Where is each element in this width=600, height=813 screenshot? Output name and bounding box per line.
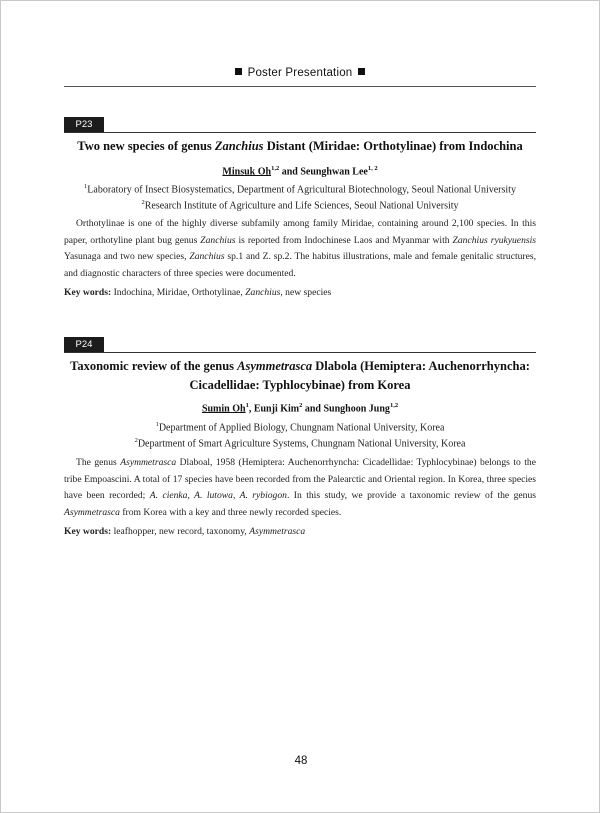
- keywords-label: Key words:: [64, 287, 112, 298]
- running-header: [64, 67, 536, 79]
- author-separator: ,: [248, 403, 254, 415]
- author-name: Sunghoon Jung: [323, 403, 390, 415]
- author-affiliation-mark: 1,2: [271, 165, 280, 172]
- poster-title: Two new species of genus Zanchius Distant (Miridae: Orthotylinae) from Indochina: [77, 139, 523, 153]
- section-divider: [64, 132, 536, 133]
- poster-id-badge: P23: [64, 117, 104, 132]
- square-bullet-icon: [235, 68, 242, 75]
- page-number: 48: [294, 755, 308, 767]
- author-affiliation-mark: 1,2: [389, 402, 399, 409]
- author-affiliation-mark: 1, 2: [367, 165, 378, 172]
- affiliation-list: [64, 418, 536, 451]
- affiliation-list: [64, 180, 536, 213]
- header-title: Poster Presentation: [247, 67, 353, 79]
- poster-title: Taxonomic review of the genus Asymmetrasca Dlabola (Hemiptera: Auchenorrhyncha: Cicadellidae: Typhlocybinae) from Korea: [70, 359, 530, 392]
- poster-id-badge: P24: [64, 337, 104, 352]
- affiliation: $^2$Department of Smart Agriculture Systems, Chungnam National University, Korea: [134, 437, 466, 450]
- author-affiliation-mark: 1: [245, 402, 249, 409]
- author-separator: and: [279, 166, 301, 178]
- keywords: Key words: leafhopper, new record, taxonomy, Asymmetrasca: [64, 526, 306, 537]
- author-name: Minsuk Oh: [222, 166, 272, 178]
- affiliation: $^1$Laboratory of Insect Biosystematics, Department of Agricultural Biotechnology, Seoul National University: [84, 183, 516, 196]
- author-name: Seunghwan Lee: [300, 166, 368, 178]
- section-divider: [64, 352, 536, 353]
- author-separator: and: [302, 403, 324, 415]
- keywords: Key words: Indochina, Miridae, Orthotylinae, Zanchius, new species: [64, 287, 332, 298]
- header-divider: [64, 86, 536, 87]
- abstract: The genus Asymmetrasca Dlaboal, 1958 (Hemiptera: Auchenorrhyncha: Cicadellidae: Typhlocybinae) belongs to the tribe Empoascini. A total of 17 species have been recorded from the Palearctic and Oriental region. In Korea, three species have been recorded; A. cienka, A. lutowa, A. rybiogon. In this study, we provide a taxonomic review of the genus Asymmetrasca from Korea with a key and three newly recorded species.: [64, 457, 536, 518]
- keywords-label: Key words:: [64, 526, 112, 537]
- author-name: Sumin Oh: [201, 403, 246, 415]
- author-name: Eunji Kim: [253, 403, 300, 415]
- square-bullet-icon: [358, 68, 365, 75]
- author-affiliation-mark: 2: [299, 402, 303, 409]
- author-list: [64, 402, 536, 414]
- affiliation: $^1$Department of Applied Biology, Chungnam National University, Korea: [155, 421, 445, 434]
- abstract: Orthotylinae is one of the highly diverse subfamily among family Miridae, containing around 2,100 species. In this paper, orthotyline plant bug genus Zanchius is reported from Indochinese Laos and Myanmar with Zanchius ryukyuensis Yasunaga and two new species, Zanchius sp.1 and Z. sp.2. The habitus illustrations, male and female genitalic structures, and diagnostic characters of three species were documented.: [64, 218, 537, 279]
- affiliation: $^2$Research Institute of Agriculture and Life Sciences, Seoul National University: [141, 199, 459, 212]
- author-list: [64, 165, 536, 177]
